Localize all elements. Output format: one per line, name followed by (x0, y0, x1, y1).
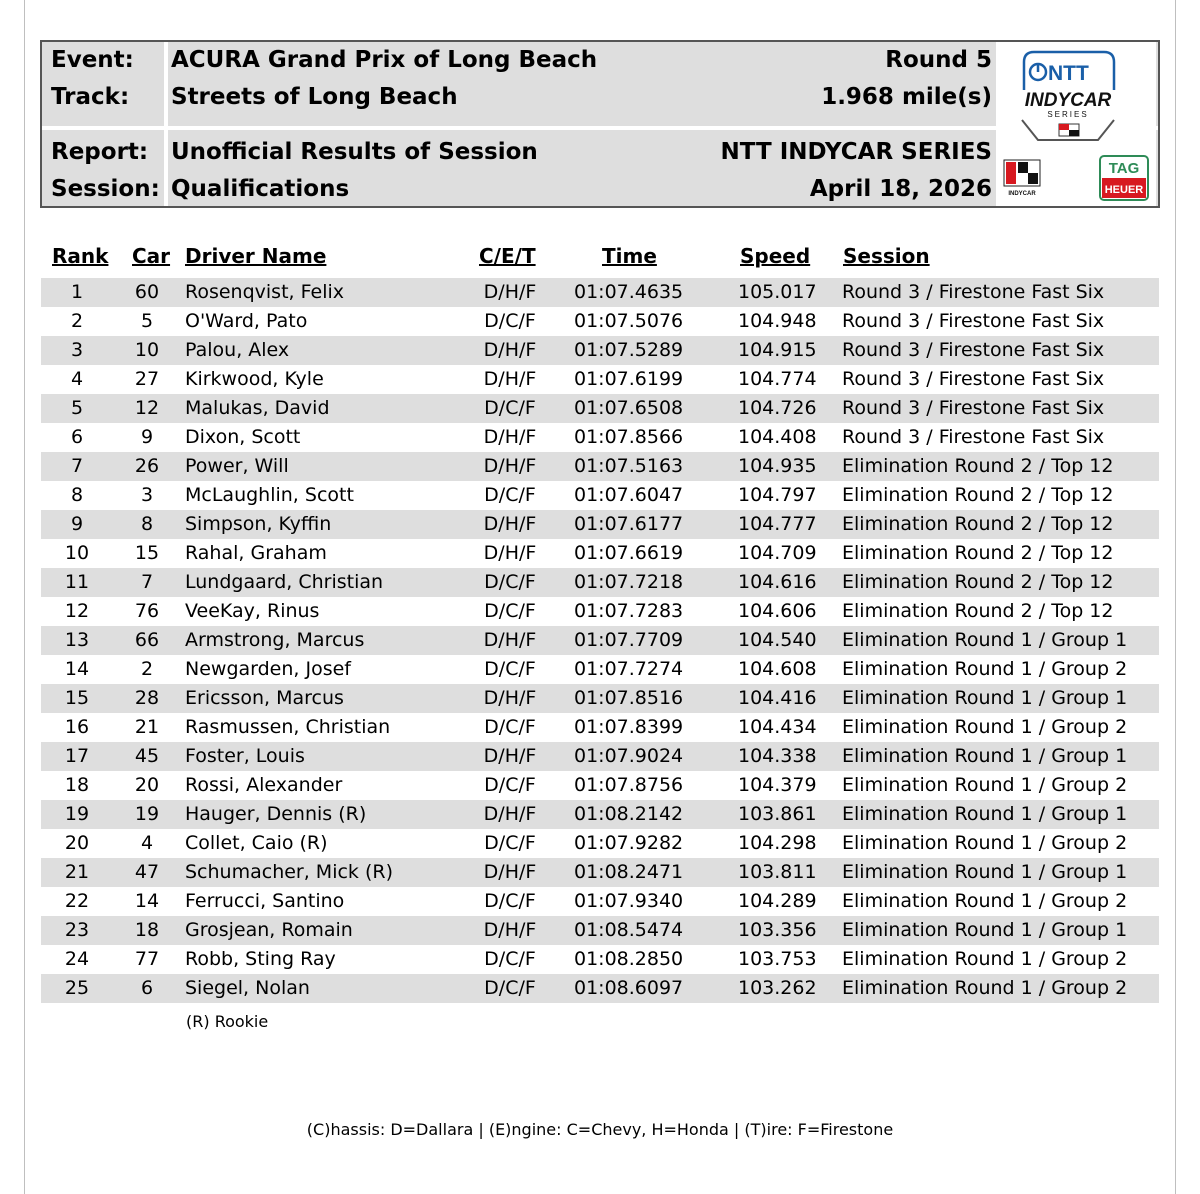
cell-time: 01:07.8566 (574, 426, 684, 448)
cell-speed: 104.777 (738, 513, 817, 535)
cell-rank: 13 (64, 629, 90, 651)
table-row (41, 858, 1159, 887)
cell-session: Elimination Round 2 / Top 12 (842, 484, 1114, 506)
cell-cet: D/H/F (483, 803, 537, 825)
cell-driver: Newgarden, Josef (185, 658, 351, 680)
table-row (41, 829, 1159, 858)
cell-time: 01:08.6097 (574, 977, 684, 999)
cell-driver: Grosjean, Romain (185, 919, 353, 941)
cell-speed: 104.289 (738, 890, 817, 912)
cell-car: 8 (140, 513, 154, 535)
table-row (41, 945, 1159, 974)
cell-rank: 18 (64, 774, 90, 796)
cell-rank: 10 (64, 542, 90, 564)
ntt-indycar-series-logo (996, 42, 1156, 206)
cell-cet: D/H/F (483, 629, 537, 651)
table-row (41, 771, 1159, 800)
table-row (41, 597, 1159, 626)
cell-speed: 104.416 (738, 687, 817, 709)
cell-time: 01:08.5474 (574, 919, 684, 941)
cell-cet: D/C/F (484, 948, 536, 970)
cell-speed: 103.262 (738, 977, 817, 999)
cell-time: 01:07.9340 (574, 890, 684, 912)
cell-cet: D/C/F (484, 600, 536, 622)
rookie-note: (R) Rookie (186, 1012, 269, 1031)
cell-session: Elimination Round 1 / Group 1 (842, 745, 1128, 767)
cell-cet: D/H/F (483, 745, 537, 767)
cell-driver: Palou, Alex (185, 339, 290, 361)
cell-driver: Rahal, Graham (185, 542, 327, 564)
cell-time: 01:07.9282 (574, 832, 684, 854)
svg-text:SERIES: SERIES (1047, 110, 1089, 119)
cell-rank: 12 (64, 600, 90, 622)
cell-time: 01:07.4635 (574, 281, 684, 303)
round-number: Round 5 (885, 47, 992, 73)
cell-car: 19 (134, 803, 160, 825)
cell-driver: McLaughlin, Scott (185, 484, 354, 506)
cell-time: 01:08.2850 (574, 948, 684, 970)
cell-time: 01:07.6619 (574, 542, 684, 564)
cell-rank: 16 (64, 716, 90, 738)
cell-driver: Ferrucci, Santino (185, 890, 345, 912)
cell-cet: D/H/F (483, 455, 537, 477)
cell-rank: 9 (70, 513, 84, 535)
cell-session: Round 3 / Firestone Fast Six (842, 310, 1105, 332)
session-date: April 18, 2026 (809, 176, 992, 202)
cell-cet: D/H/F (483, 513, 537, 535)
cell-rank: 7 (70, 455, 84, 477)
cell-session: Round 3 / Firestone Fast Six (842, 368, 1105, 390)
cell-driver: VeeKay, Rinus (185, 600, 320, 622)
cell-session: Elimination Round 1 / Group 1 (842, 629, 1128, 651)
indycar-flag-logo (1004, 160, 1040, 197)
cell-speed: 103.753 (738, 948, 817, 970)
cell-driver: Ericsson, Marcus (185, 687, 344, 709)
cell-car: 15 (134, 542, 160, 564)
col-time: Time (602, 244, 657, 268)
svg-text:NTT: NTT (1048, 62, 1089, 85)
table-row (41, 452, 1159, 481)
cell-time: 01:07.7709 (574, 629, 684, 651)
cell-car: 14 (134, 890, 160, 912)
cell-driver: Dixon, Scott (185, 426, 301, 448)
col-rank: Rank (52, 244, 109, 268)
cell-cet: D/C/F (484, 397, 536, 419)
cell-cet: D/C/F (484, 832, 536, 854)
cell-session: Elimination Round 2 / Top 12 (842, 513, 1114, 535)
cell-cet: D/H/F (483, 861, 537, 883)
track-length: 1.968 mile(s) (821, 84, 992, 110)
svg-text:HEUER: HEUER (1104, 184, 1144, 196)
cell-session: Elimination Round 1 / Group 1 (842, 861, 1128, 883)
logo-area (996, 42, 1156, 206)
table-row (41, 626, 1159, 655)
svg-text:INDYCAR: INDYCAR (1008, 191, 1036, 197)
cell-speed: 103.861 (738, 803, 817, 825)
cell-cet: D/H/F (483, 281, 537, 303)
cell-rank: 5 (70, 397, 84, 419)
cell-time: 01:07.9024 (574, 745, 684, 767)
cell-rank: 24 (64, 948, 90, 970)
cell-car: 66 (134, 629, 160, 651)
cell-rank: 2 (70, 310, 84, 332)
cell-driver: Armstrong, Marcus (185, 629, 365, 651)
cell-rank: 23 (64, 919, 90, 941)
cell-driver: Power, Will (185, 455, 289, 477)
cell-session: Elimination Round 2 / Top 12 (842, 455, 1114, 477)
cell-car: 9 (140, 426, 154, 448)
cell-cet: D/C/F (484, 658, 536, 680)
cell-car: 2 (140, 658, 154, 680)
cell-car: 45 (134, 745, 160, 767)
svg-text:TAG: TAG (1108, 160, 1140, 177)
cell-cet: D/H/F (483, 426, 537, 448)
table-row (41, 713, 1159, 742)
cell-speed: 104.379 (738, 774, 817, 796)
cell-car: 12 (134, 397, 160, 419)
cell-time: 01:08.2142 (574, 803, 684, 825)
series-name: NTT INDYCAR SERIES (720, 139, 992, 165)
cell-time: 01:08.2471 (574, 861, 684, 883)
table-row (41, 655, 1159, 684)
cell-session: Elimination Round 2 / Top 12 (842, 542, 1114, 564)
cell-session: Elimination Round 1 / Group 2 (842, 977, 1128, 999)
cell-session: Elimination Round 1 / Group 2 (842, 716, 1128, 738)
cell-session: Round 3 / Firestone Fast Six (842, 339, 1105, 361)
cell-driver: Simpson, Kyffin (185, 513, 332, 535)
cell-rank: 1 (70, 281, 84, 303)
cell-rank: 6 (70, 426, 84, 448)
cell-speed: 104.608 (738, 658, 817, 680)
cell-session: Round 3 / Firestone Fast Six (842, 397, 1105, 419)
results-table (41, 278, 1159, 1003)
table-row (41, 307, 1159, 336)
cell-rank: 19 (64, 803, 90, 825)
cell-driver: Schumacher, Mick (R) (185, 861, 393, 883)
table-row (41, 800, 1159, 829)
cell-driver: Foster, Louis (185, 745, 305, 767)
cell-driver: Lundgaard, Christian (185, 571, 384, 593)
cell-time: 01:07.5163 (574, 455, 684, 477)
cell-speed: 104.434 (738, 716, 817, 738)
cell-car: 21 (134, 716, 160, 738)
cell-cet: D/H/F (483, 919, 537, 941)
table-row (41, 481, 1159, 510)
table-row (41, 916, 1159, 945)
cell-speed: 104.709 (738, 542, 817, 564)
cell-car: 3 (140, 484, 154, 506)
cell-speed: 104.948 (738, 310, 817, 332)
cell-rank: 22 (64, 890, 90, 912)
cell-car: 20 (134, 774, 160, 796)
cell-time: 01:07.5289 (574, 339, 684, 361)
cell-speed: 104.540 (738, 629, 817, 651)
cell-rank: 20 (64, 832, 90, 854)
cell-cet: D/C/F (484, 571, 536, 593)
cell-driver: Rosenqvist, Felix (185, 281, 344, 303)
cell-speed: 104.408 (738, 426, 817, 448)
table-row (41, 278, 1159, 307)
cell-time: 01:07.7218 (574, 571, 684, 593)
table-row (41, 394, 1159, 423)
cell-car: 10 (134, 339, 160, 361)
table-row (41, 539, 1159, 568)
cell-cet: D/C/F (484, 310, 536, 332)
cell-speed: 105.017 (738, 281, 817, 303)
session-name: Qualifications (171, 176, 350, 202)
cell-car: 7 (140, 571, 154, 593)
track-label: Track: (51, 84, 130, 110)
col-car: Car (132, 244, 171, 268)
cell-driver: Rasmussen, Christian (185, 716, 391, 738)
cell-time: 01:07.7283 (574, 600, 684, 622)
cell-cet: D/C/F (484, 774, 536, 796)
cell-car: 26 (134, 455, 160, 477)
cell-session: Elimination Round 1 / Group 1 (842, 919, 1128, 941)
table-row (41, 336, 1159, 365)
col-driver: Driver Name (185, 244, 327, 268)
cell-speed: 104.606 (738, 600, 817, 622)
cell-session: Elimination Round 1 / Group 2 (842, 890, 1128, 912)
cell-time: 01:07.8756 (574, 774, 684, 796)
report-label: Report: (51, 139, 149, 165)
cell-speed: 104.338 (738, 745, 817, 767)
table-row (41, 568, 1159, 597)
cell-cet: D/H/F (483, 542, 537, 564)
svg-text:INDYCAR: INDYCAR (1024, 90, 1112, 111)
table-row (41, 974, 1159, 1003)
cell-car: 4 (140, 832, 154, 854)
cell-car: 27 (134, 368, 160, 390)
cell-speed: 103.356 (738, 919, 817, 941)
cell-cet: D/C/F (484, 484, 536, 506)
cell-rank: 21 (64, 861, 90, 883)
track-name: Streets of Long Beach (171, 84, 458, 110)
cell-driver: Siegel, Nolan (185, 977, 310, 999)
cell-speed: 104.915 (738, 339, 817, 361)
session-label: Session: (51, 176, 160, 202)
cell-driver: Collet, Caio (R) (185, 832, 328, 854)
cell-cet: D/C/F (484, 890, 536, 912)
table-row (41, 887, 1159, 916)
cell-car: 47 (134, 861, 160, 883)
cell-time: 01:07.8516 (574, 687, 684, 709)
cell-car: 60 (134, 281, 160, 303)
cell-rank: 15 (64, 687, 90, 709)
cell-session: Elimination Round 1 / Group 2 (842, 774, 1128, 796)
cell-cet: D/H/F (483, 339, 537, 361)
cell-session: Elimination Round 1 / Group 2 (842, 948, 1128, 970)
event-label: Event: (51, 47, 134, 73)
cell-session: Elimination Round 1 / Group 1 (842, 803, 1128, 825)
cell-time: 01:07.6508 (574, 397, 684, 419)
col-session: Session (843, 244, 930, 268)
cell-session: Elimination Round 2 / Top 12 (842, 571, 1114, 593)
table-row (41, 742, 1159, 771)
cell-rank: 14 (64, 658, 90, 680)
cell-driver: Rossi, Alexander (185, 774, 343, 796)
cell-time: 01:07.6177 (574, 513, 684, 535)
cell-session: Elimination Round 1 / Group 2 (842, 832, 1128, 854)
cell-time: 01:07.5076 (574, 310, 684, 332)
event-name: ACURA Grand Prix of Long Beach (171, 47, 598, 73)
report-name: Unofficial Results of Session (171, 139, 538, 165)
table-row (41, 365, 1159, 394)
table-row (41, 423, 1159, 452)
cell-rank: 11 (64, 571, 90, 593)
cell-car: 28 (134, 687, 160, 709)
cell-session: Elimination Round 2 / Top 12 (842, 600, 1114, 622)
cell-driver: Kirkwood, Kyle (185, 368, 324, 390)
col-cet: C/E/T (479, 244, 536, 268)
cell-session: Elimination Round 1 / Group 1 (842, 687, 1128, 709)
cell-rank: 8 (70, 484, 84, 506)
cell-speed: 104.797 (738, 484, 817, 506)
cell-driver: Hauger, Dennis (R) (185, 803, 367, 825)
cell-session: Elimination Round 1 / Group 2 (842, 658, 1128, 680)
cell-driver: Robb, Sting Ray (185, 948, 336, 970)
cell-car: 77 (134, 948, 160, 970)
cell-speed: 104.774 (738, 368, 817, 390)
tag-heuer-logo (1100, 156, 1148, 200)
cell-car: 6 (140, 977, 154, 999)
cell-rank: 4 (70, 368, 84, 390)
table-row (41, 684, 1159, 713)
cell-rank: 17 (64, 745, 90, 767)
cell-car: 18 (134, 919, 160, 941)
cell-speed: 103.811 (738, 861, 817, 883)
cell-car: 76 (134, 600, 160, 622)
table-row (41, 510, 1159, 539)
cell-cet: D/C/F (484, 716, 536, 738)
cell-cet: D/H/F (483, 687, 537, 709)
cell-speed: 104.726 (738, 397, 817, 419)
cell-session: Round 3 / Firestone Fast Six (842, 426, 1105, 448)
cell-time: 01:07.6047 (574, 484, 684, 506)
cell-rank: 3 (70, 339, 84, 361)
legend-footer: (C)hassis: D=Dallara | (E)ngine: C=Chevy, H=Honda | (T)ire: F=Firestone (306, 1120, 894, 1139)
cell-speed: 104.616 (738, 571, 817, 593)
report-header (40, 40, 1160, 208)
cell-session: Round 3 / Firestone Fast Six (842, 281, 1105, 303)
cell-time: 01:07.6199 (574, 368, 684, 390)
cell-speed: 104.935 (738, 455, 817, 477)
cell-cet: D/C/F (484, 977, 536, 999)
cell-speed: 104.298 (738, 832, 817, 854)
cell-driver: O'Ward, Pato (185, 310, 308, 332)
col-speed: Speed (740, 244, 811, 268)
cell-rank: 25 (64, 977, 90, 999)
cell-time: 01:07.8399 (574, 716, 684, 738)
cell-time: 01:07.7274 (574, 658, 684, 680)
cell-driver: Malukas, David (185, 397, 330, 419)
cell-car: 5 (140, 310, 154, 332)
cell-cet: D/H/F (483, 368, 537, 390)
